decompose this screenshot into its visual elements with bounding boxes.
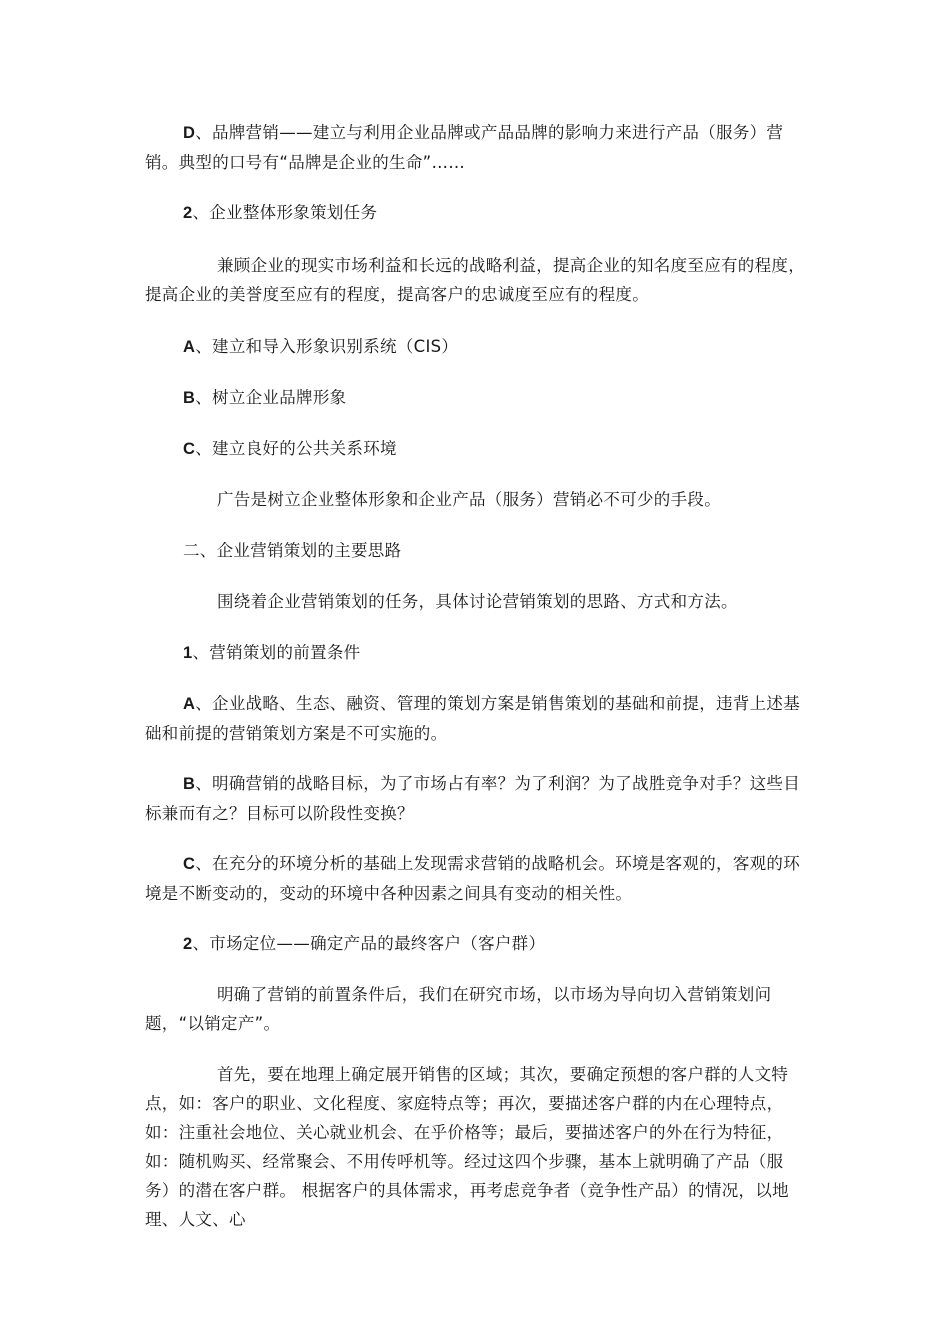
paragraph-lead: 2 bbox=[183, 935, 193, 953]
paragraph-text: 、营销策划的前置条件 bbox=[192, 643, 361, 662]
paragraph-lead: A bbox=[183, 695, 196, 713]
paragraph-text: 首先，要在地理上确定展开销售的区域；其次，要确定预想的客户群的人文特点，如：客户的职业、文化程度、家庭特点等；再次，要描述客户群的内在心理特点，如：注重社会地位、关心就业机会、在乎价格等；最后，要描述客户的外在行为特征，如：随机购买、经常聚会、不用传呼机等。经过这四个步骤，基本上就明确了产品（服务）的潜在客户群。 根据客户的具体需求，再考虑竞争者（竞争性产品）的情况，以地理、人文、心 bbox=[145, 1065, 789, 1229]
paragraph-lead: D bbox=[183, 124, 196, 142]
paragraph-text: 、市场定位——确定产品的最终客户（客户群） bbox=[192, 934, 546, 953]
paragraph-balance-interests bbox=[145, 251, 807, 309]
paragraph-discussion-intro bbox=[145, 587, 807, 616]
paragraph-brand-marketing bbox=[145, 118, 807, 177]
list-item-brand-image bbox=[145, 383, 807, 413]
paragraph-precondition-a bbox=[145, 689, 807, 748]
paragraph-text: 、树立企业品牌形象 bbox=[195, 388, 347, 407]
paragraph-text: 、企业整体形象策划任务 bbox=[192, 203, 378, 222]
heading-image-planning-task bbox=[145, 198, 807, 228]
paragraph-market-oriented bbox=[145, 980, 807, 1038]
paragraph-text: 、在充分的环境分析的基础上发现需求营销的战略机会。环境是客观的，客观的环境是不断变动的，变动的环境中各种因素之间具有变动的相关性。 bbox=[145, 854, 801, 903]
list-item-public-relations bbox=[145, 434, 807, 464]
list-item-cis bbox=[145, 332, 807, 362]
heading-market-positioning bbox=[145, 929, 807, 959]
paragraph-text: 、建立和导入形象识别系统（CIS） bbox=[195, 337, 459, 356]
paragraph-lead: B bbox=[183, 775, 196, 793]
heading-preconditions bbox=[145, 638, 807, 668]
paragraph-lead: 2 bbox=[183, 204, 193, 222]
paragraph-text: 、品牌营销——建立与利用企业品牌或产品品牌的影响力来进行产品（服务）营销。典型的口号有“品牌是企业的生命”…… bbox=[145, 123, 784, 172]
paragraph-text: 兼顾企业的现实市场利益和长远的战略利益，提高企业的知名度至应有的程度，提高企业的美誉度至应有的程度，提高客户的忠诚度至应有的程度。 bbox=[145, 256, 805, 304]
paragraph-text: 广告是树立企业整体形象和企业产品（服务）营销必不可少的手段。 bbox=[217, 490, 721, 509]
paragraph-text: 、建立良好的公共关系环境 bbox=[195, 439, 397, 458]
heading-section-two bbox=[145, 536, 807, 565]
paragraph-lead: C bbox=[183, 855, 196, 873]
paragraph-precondition-c bbox=[145, 849, 807, 908]
paragraph-text: 围绕着企业营销策划的任务，具体讨论营销策划的思路、方式和方法。 bbox=[217, 592, 738, 611]
paragraph-text: 、企业战略、生态、融资、管理的策划方案是销售策划的基础和前提，违背上述基础和前提的营销策划方案是不可实施的。 bbox=[145, 694, 801, 743]
paragraph-text: 明确了营销的前置条件后，我们在研究市场，以市场为导向切入营销策划问题，“以销定产”。 bbox=[145, 985, 772, 1033]
paragraph-lead: C bbox=[183, 440, 196, 458]
paragraph-lead: 1 bbox=[183, 644, 193, 662]
paragraph-advertising bbox=[145, 485, 807, 514]
paragraph-lead: B bbox=[183, 389, 196, 407]
paragraph-four-steps bbox=[145, 1060, 807, 1234]
paragraph-text: 、明确营销的战略目标，为了市场占有率？为了利润？为了战胜竞争对手？这些目标兼而有之？目标可以阶段性变换？ bbox=[145, 774, 801, 823]
paragraph-precondition-b bbox=[145, 769, 807, 828]
paragraph-text: 二、企业营销策划的主要思路 bbox=[183, 541, 402, 560]
paragraph-lead: A bbox=[183, 338, 196, 356]
